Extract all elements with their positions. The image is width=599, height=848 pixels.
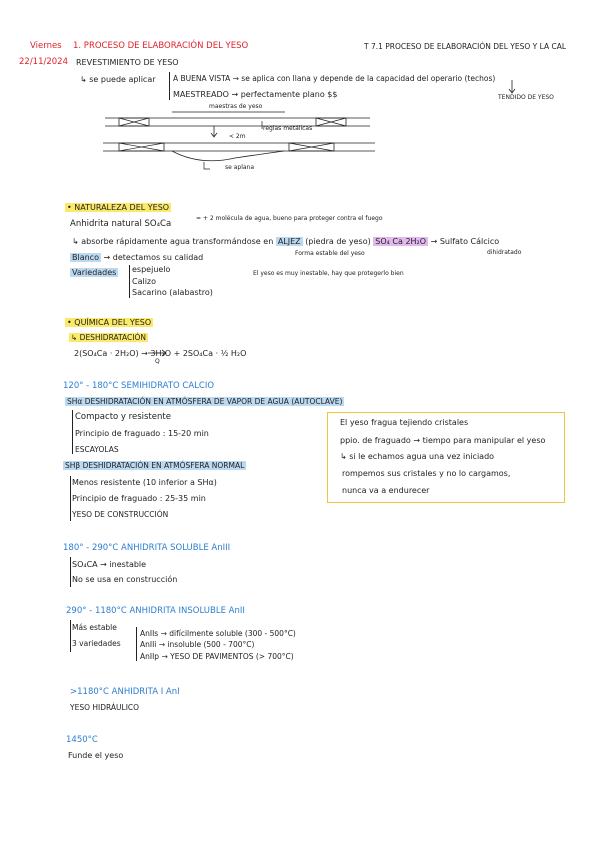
naturaleza-heading: • NATURALEZA DEL YESO xyxy=(67,203,170,212)
sh-beta-highlight: SHβ DESHIDRATACIÓN EN ATMÓSFERA NORMAL xyxy=(65,461,245,470)
sh-alpha-heading xyxy=(65,398,344,406)
sh-alpha-1: Compacto y resistente xyxy=(75,412,171,422)
anhidrita-text: Anhidrita natural SO₄Ca xyxy=(70,219,172,229)
dihidratado-note: dihidratado xyxy=(487,249,522,256)
range3-var-bracket xyxy=(136,627,137,661)
absorbe-text xyxy=(72,238,499,246)
var-calizo: Calizo xyxy=(132,277,157,286)
range-120-180: 120° - 180°C SEMIHIDRATO CALCIO xyxy=(63,381,215,391)
range4-a: YESO HIDRÁULICO xyxy=(70,703,140,712)
maestreado-text: MAESTREADO → perfectamente plano $$ xyxy=(173,90,338,99)
section-title: 1. PROCESO DE ELABORACIÓN DEL YESO xyxy=(73,41,249,51)
tendido-label: TENDIDO DE YESO xyxy=(498,94,554,101)
range3-a: Más estable xyxy=(72,623,117,632)
range-1450: 1450°C xyxy=(66,735,98,745)
var-sacarino: Sacarino (alabastro) xyxy=(132,288,213,297)
absorbe-pre: ↳ absorbe rápidamente agua transformándose en xyxy=(72,237,274,246)
range5-a: Funde el yeso xyxy=(68,751,124,760)
naturaleza-heading-text: NATURALEZA DEL YESO xyxy=(74,203,170,212)
deshidratacion-highlight: ↳ DESHIDRATACIÓN xyxy=(71,333,146,342)
box-line-3: ↳ si le echamos agua una vez iniciado xyxy=(340,452,495,461)
box-line-5: nunca va a endurecer xyxy=(342,486,430,495)
range3-d: AnIIi → insoluble (500 - 700°C) xyxy=(140,640,255,649)
var-espejuelo: espejuelo xyxy=(132,265,171,274)
box-line-2: ppio. de fraguado → tiempo para manipular el yeso xyxy=(340,436,546,445)
heat-q: Q xyxy=(155,358,160,365)
sh-alpha-bracket xyxy=(72,410,73,454)
range-180-290: 180° - 290°C ANHIDRITA SOLUBLE AnIII xyxy=(63,543,231,553)
sh-beta-heading xyxy=(63,462,246,470)
variedades-label xyxy=(70,269,118,277)
molecula-note: = + 2 molécula de agua, bueno para proteger contra el fuego xyxy=(196,215,383,222)
box-line-1: El yeso fragua tejiendo cristales xyxy=(340,418,469,427)
se-aplana-label: se aplana xyxy=(225,164,255,171)
day-label: Viernes xyxy=(30,41,62,51)
range2-bracket xyxy=(70,557,71,587)
inestable-note: El yeso es muy inestable, hay que protegerlo bien xyxy=(253,270,404,277)
blanco-line xyxy=(70,254,203,262)
range3-e: AnIIp → YESO DE PAVIMENTOS (> 700°C) xyxy=(140,652,294,661)
dim-label: < 2m xyxy=(229,133,246,140)
range3-bracket xyxy=(70,620,71,652)
aljez-post: (piedra de yeso) xyxy=(305,237,371,246)
reglas-label: reglas metálicas xyxy=(263,125,313,132)
sh-alpha-3: ESCAYOLAS xyxy=(75,445,119,454)
sh-beta-1: Menos resistente (10 inferior a SHα) xyxy=(72,478,217,487)
variedades-bracket xyxy=(129,265,130,298)
deshidratacion-label xyxy=(69,334,148,342)
range3-b: 3 variedades xyxy=(72,639,121,648)
sh-alpha-highlight: SHα DESHIDRATACIÓN EN ATMÓSFERA DE VAPOR DE AGUA (AUTOCLAVE) xyxy=(67,397,343,406)
topic-title: T 7.1 PROCESO DE ELABORACIÓN DEL YESO Y LA CAL xyxy=(364,42,567,51)
sh-beta-2: Principio de fraguado : 25-35 min xyxy=(72,494,206,503)
buena-vista-text: A BUENA VISTA → se aplica con llana y depende de la capacidad del operario (techos) xyxy=(173,74,496,83)
sh-beta-3: YESO DE CONSTRUCCIÓN xyxy=(72,510,169,519)
aljez-highlight: ALJEZ xyxy=(277,237,301,246)
range2-a: SO₄CA → inestable xyxy=(72,560,147,569)
forma-estable-note: Forma estable del yeso xyxy=(295,250,365,257)
se-puede-aplicar: ↳ se puede aplicar xyxy=(80,75,156,84)
box-line-4: rompemos sus cristales y no lo cargamos, xyxy=(342,469,511,478)
detectamos-text: → detectamos su calidad xyxy=(103,253,204,262)
formula-highlight: SO₄ Ca 2H₂O xyxy=(375,237,427,246)
reaction-equation: 2(SO₄Ca · 2H₂O) → 3H₂O + 2SO₄Ca · ½ H₂O xyxy=(74,349,247,358)
variedades-highlight: Variedades xyxy=(72,268,117,277)
quimica-heading-text: QUÍMICA DEL YESO xyxy=(74,318,152,327)
range3-c: AnIIs → difícilmente soluble (300 - 500°C) xyxy=(140,629,296,638)
range-290-1180: 290° - 1180°C ANHIDRITA INSOLUBLE AnII xyxy=(66,606,245,616)
sh-alpha-2: Principio de fraguado : 15-20 min xyxy=(75,429,209,438)
blanco-highlight: Blanco xyxy=(72,253,99,262)
range2-b: No se usa en construcción xyxy=(72,575,178,584)
range-1180: >1180°C ANHIDRITA I AnI xyxy=(70,687,180,697)
sh-beta-bracket xyxy=(70,476,71,521)
maestras-label: maestras de yeso xyxy=(209,103,263,110)
quimica-heading: • QUÍMICA DEL YESO xyxy=(67,318,152,327)
date-label: 22/11/2024 xyxy=(19,57,68,67)
revestimiento-heading: REVESTIMIENTO DE YESO xyxy=(76,58,179,67)
sulfato-text: → Sulfato Cálcico xyxy=(430,237,500,246)
